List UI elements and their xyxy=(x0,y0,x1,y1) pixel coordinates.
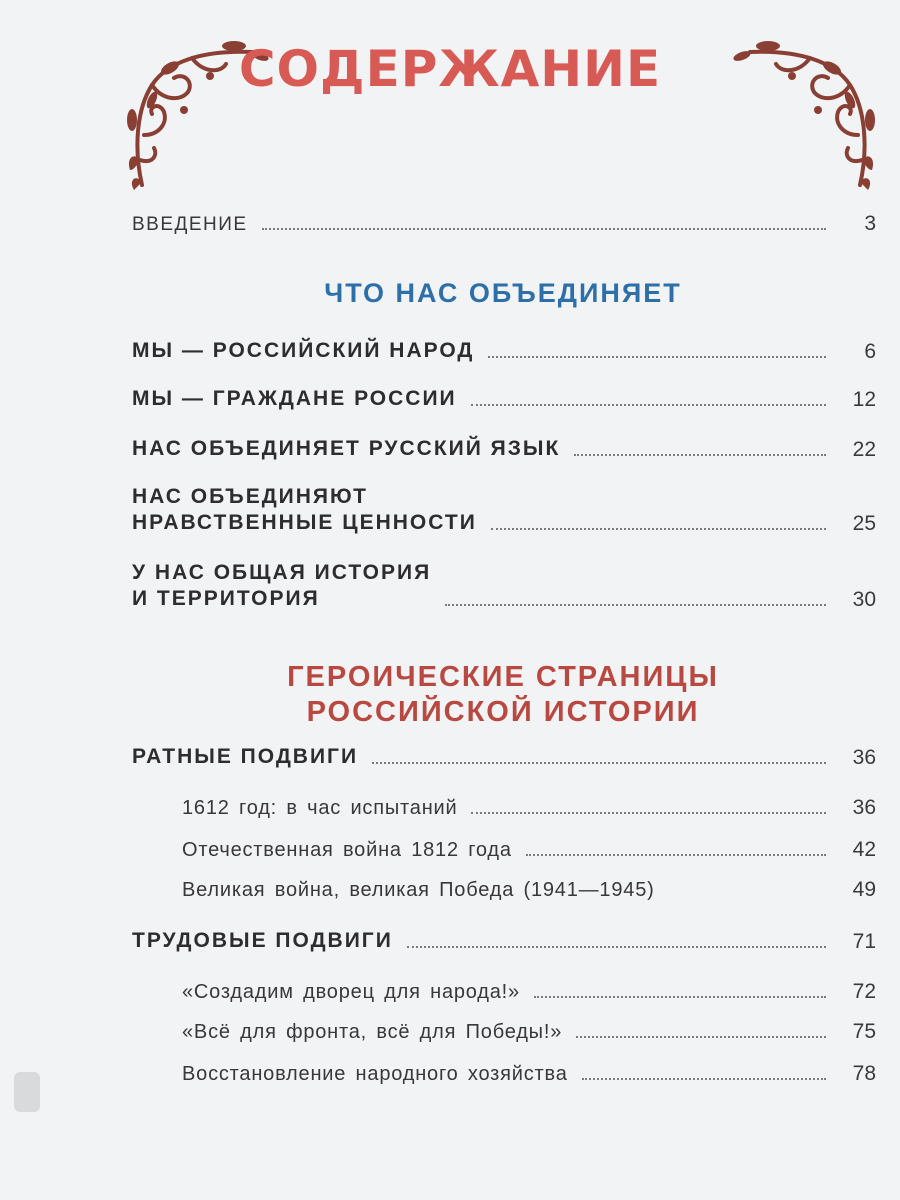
dot-leader xyxy=(574,454,826,456)
page-number: 49 xyxy=(852,878,876,901)
toc-entry-label xyxy=(132,484,477,536)
page-number: 71 xyxy=(852,930,876,953)
page-number: 72 xyxy=(852,980,876,1003)
toc-sub-entry[interactable] xyxy=(182,796,876,820)
page-number: 36 xyxy=(852,796,876,819)
toc-entry-label: Отечественная война 1812 года xyxy=(182,839,512,861)
toc-sub-entry[interactable] xyxy=(182,1062,876,1086)
toc-entry-label: Восстановление народного хозяйства xyxy=(182,1063,568,1085)
toc-sub-entry[interactable] xyxy=(182,980,876,1004)
toc-chapter-entry[interactable] xyxy=(132,436,876,462)
page-number: 30 xyxy=(852,588,876,611)
toc-sub-entry[interactable] xyxy=(182,1020,876,1044)
page-edge-shadow xyxy=(14,1072,40,1112)
toc-entry-label: Великая война, великая Победа (1941—1945) xyxy=(182,879,655,901)
section-heading-unity: ЧТО НАС ОБЪЕДИНЯЕТ xyxy=(324,278,682,308)
page-number: 3 xyxy=(864,212,876,235)
page-number: 12 xyxy=(852,388,876,411)
section-heading-line: ГЕРОИЧЕСКИЕ СТРАНИЦЫ xyxy=(287,661,719,693)
toc-entry-label: РАТНЫЕ ПОДВИГИ xyxy=(132,745,359,768)
dot-leader xyxy=(582,1078,826,1080)
page-number: 36 xyxy=(852,746,876,769)
page-number: 75 xyxy=(852,1020,876,1043)
toc-chapter-entry[interactable] xyxy=(132,560,876,612)
dot-leader xyxy=(471,404,826,406)
toc-entry-line: И ТЕРРИТОРИЯ xyxy=(132,587,320,610)
dot-leader xyxy=(526,854,826,856)
toc-entry-label: МЫ — РОССИЙСКИЙ НАРОД xyxy=(132,339,475,362)
toc-entry-label xyxy=(132,560,431,612)
dot-leader xyxy=(534,996,826,998)
dot-leader xyxy=(445,604,826,606)
toc-entry-intro[interactable] xyxy=(132,212,876,236)
dot-leader xyxy=(669,894,826,896)
dot-leader xyxy=(407,946,826,948)
page-number: 22 xyxy=(852,438,876,461)
toc-sub-entry[interactable] xyxy=(182,878,876,902)
toc-sub-entry[interactable] xyxy=(182,838,876,862)
toc-entry-line: НРАВСТВЕННЫЕ ЦЕННОСТИ xyxy=(132,511,477,534)
toc-chapter-entry[interactable] xyxy=(132,928,876,954)
dot-leader xyxy=(488,356,826,358)
section-heading-heroic xyxy=(0,660,900,730)
toc-chapter-entry[interactable] xyxy=(132,484,876,536)
dot-leader xyxy=(576,1036,826,1038)
dot-leader xyxy=(372,762,826,764)
toc-chapter-entry[interactable] xyxy=(132,386,876,412)
section-heading-line: РОССИЙСКОЙ ИСТОРИИ xyxy=(306,696,700,728)
toc-entry-label: «Всё для фронта, всё для Победы!» xyxy=(182,1021,563,1043)
page-number: 78 xyxy=(852,1062,876,1085)
dot-leader xyxy=(471,812,826,814)
dot-leader xyxy=(262,228,826,230)
page-number: 42 xyxy=(852,838,876,861)
toc-entry-label: 1612 год: в час испытаний xyxy=(182,797,458,819)
page-number: 25 xyxy=(852,512,876,535)
toc-entry-label: НАС ОБЪЕДИНЯЕТ РУССКИЙ ЯЗЫК xyxy=(132,437,561,460)
toc-entry-label: ВВЕДЕНИЕ xyxy=(132,214,248,235)
toc-chapter-entry[interactable] xyxy=(132,744,876,770)
page-number: 6 xyxy=(864,340,876,363)
toc-entry-label: МЫ — ГРАЖДАНЕ РОССИИ xyxy=(132,387,457,410)
toc-entry-line: У НАС ОБЩАЯ ИСТОРИЯ xyxy=(132,561,432,584)
toc-chapter-entry[interactable] xyxy=(132,338,876,364)
toc-entry-label: «Создадим дворец для народа!» xyxy=(182,981,520,1003)
page-title: СОДЕРЖАНИЕ xyxy=(238,40,662,98)
toc-entry-label: ТРУДОВЫЕ ПОДВИГИ xyxy=(132,929,393,952)
dot-leader xyxy=(491,528,826,530)
toc-entry-line: НАС ОБЪЕДИНЯЮТ xyxy=(132,485,368,508)
